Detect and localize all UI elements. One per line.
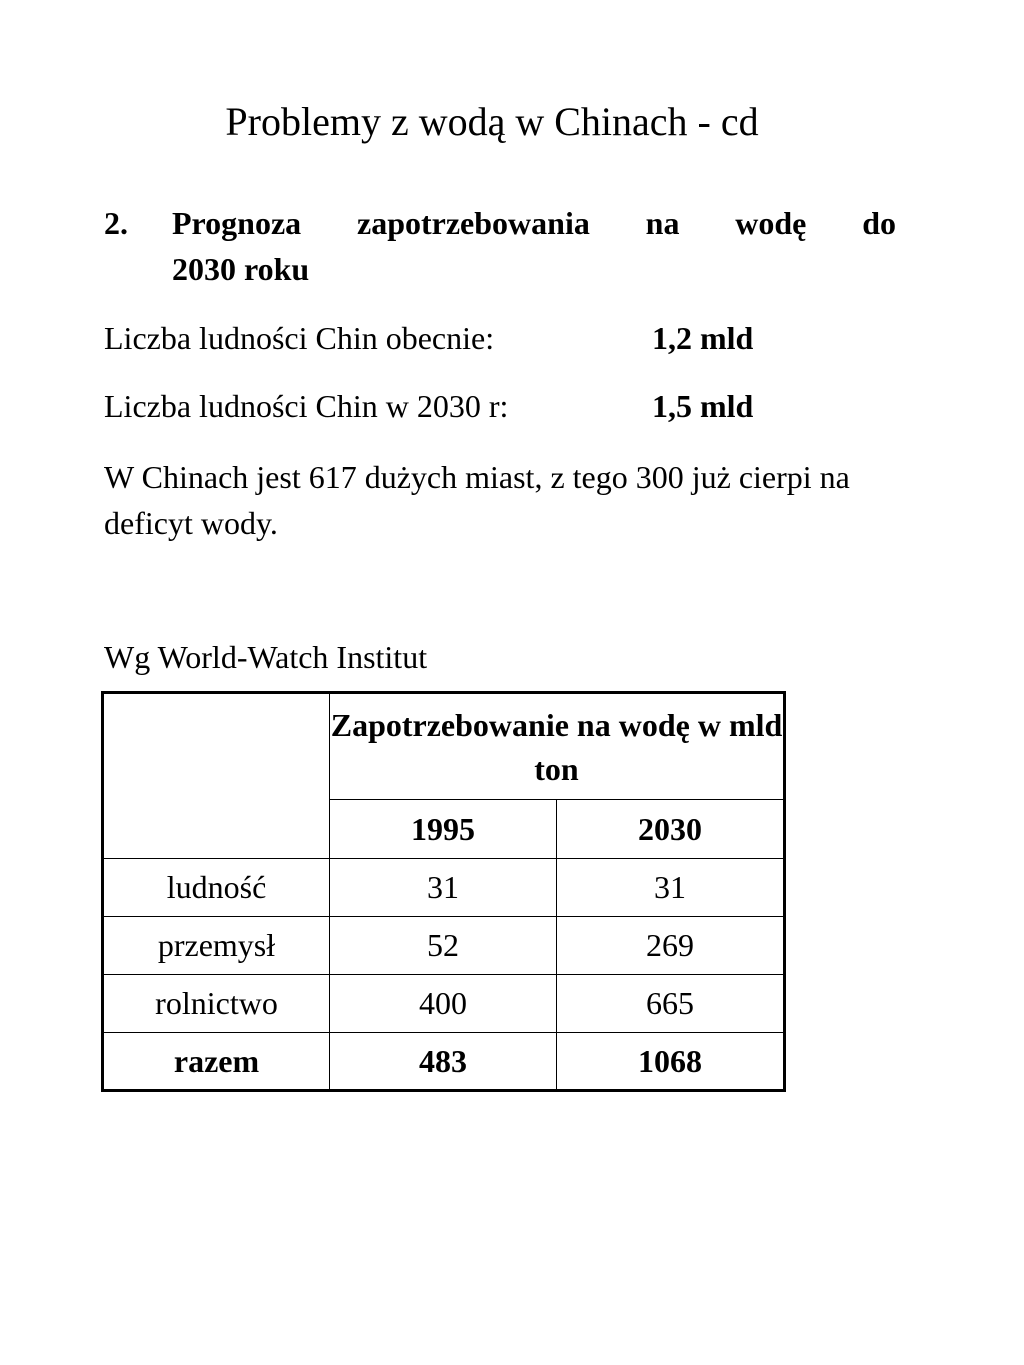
page-title: Problemy z wodą w Chinach - cd: [225, 99, 759, 144]
section-heading: [104, 200, 896, 292]
stat-population-2030: [104, 386, 754, 426]
row-label: ludność: [103, 859, 330, 917]
heading-word: Prognoza: [172, 205, 302, 241]
cities-paragraph: W Chinach jest 617 dużych miast, z tego 300 już cierpi na deficyt wody.: [104, 459, 850, 541]
total-1995: 483: [330, 1033, 557, 1091]
total-label: razem: [103, 1033, 330, 1091]
table-corner-cell: [103, 693, 330, 859]
table-header: Zapotrzebowanie na wodę w mld ton: [330, 693, 785, 800]
total-2030: 1068: [557, 1033, 785, 1091]
heading-word: na: [645, 205, 680, 241]
cell-1995: 52: [330, 917, 557, 975]
heading-number: 2.: [104, 205, 128, 241]
table-row: [103, 917, 785, 975]
heading-word: do: [862, 205, 896, 241]
heading-line-2: 2030 roku: [172, 251, 310, 287]
table-row: [103, 859, 785, 917]
cell-2030: 31: [557, 859, 785, 917]
cell-2030: 269: [557, 917, 785, 975]
row-label: rolnictwo: [103, 975, 330, 1033]
year-header-1995: 1995: [330, 800, 557, 859]
stat-label: Liczba ludności Chin obecnie:: [104, 320, 495, 356]
stat-value: 1,5 mld: [652, 388, 754, 424]
heading-word: zapotrzebowania: [356, 205, 590, 241]
water-demand-table: [101, 691, 786, 1092]
cell-1995: 31: [330, 859, 557, 917]
table-row: [103, 975, 785, 1033]
row-label: przemysł: [103, 917, 330, 975]
heading-word: wodę: [735, 205, 807, 241]
cell-1995: 400: [330, 975, 557, 1033]
stat-value: 1,2 mld: [652, 320, 754, 356]
stat-population-now: [104, 318, 754, 358]
table-total-row: [103, 1033, 785, 1091]
cell-2030: 665: [557, 975, 785, 1033]
year-header-2030: 2030: [557, 800, 785, 859]
heading-line-1: [172, 200, 896, 246]
source-note: Wg World-Watch Institut: [104, 639, 428, 675]
stat-label: Liczba ludności Chin w 2030 r:: [104, 388, 509, 424]
